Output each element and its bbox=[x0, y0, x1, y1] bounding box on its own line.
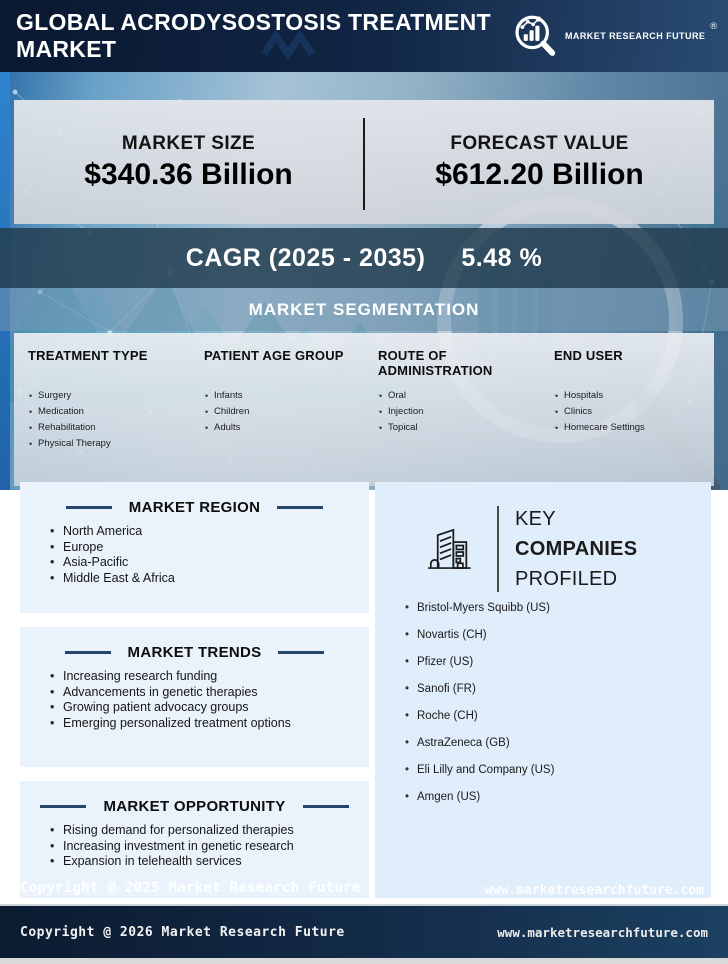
market-size-value: $340.36 Billion bbox=[84, 157, 293, 191]
section-title: MARKET OPPORTUNITY bbox=[103, 798, 286, 815]
region-list bbox=[20, 524, 369, 586]
list-item: • Eli Lilly and Company (US) bbox=[405, 764, 711, 776]
watermark-copyright: Copyright @ 2025 Market Research Future bbox=[20, 880, 361, 896]
segmentation-title: MARKET SEGMENTATION bbox=[0, 288, 728, 331]
list-item: • Children bbox=[204, 404, 368, 420]
list-item: • Expansion in telehealth services bbox=[50, 854, 369, 870]
list-item: • Rising demand for personalized therapies bbox=[50, 823, 369, 839]
opportunity-list bbox=[20, 823, 369, 870]
page-title: GLOBAL ACRODYSOSTOSIS TREATMENT MARKET bbox=[16, 9, 491, 62]
cagr-value: 5.48 % bbox=[461, 243, 543, 272]
forecast-value: $612.20 Billion bbox=[435, 157, 644, 191]
segment-title: PATIENT AGE GROUP bbox=[204, 348, 344, 363]
companies-title-line: COMPANIES bbox=[515, 538, 638, 560]
trends-list bbox=[20, 669, 369, 731]
heading-dash bbox=[278, 651, 324, 654]
list-item: • Advancements in genetic therapies bbox=[50, 685, 369, 701]
list-item: • Injection bbox=[378, 404, 544, 420]
card-heading bbox=[20, 627, 369, 661]
segment-title: END USER bbox=[554, 348, 623, 363]
cagr-band bbox=[0, 228, 728, 288]
footer-website: www.marketresearchfuture.com bbox=[497, 924, 708, 940]
segmentation-panel bbox=[14, 333, 714, 486]
brand-name: MARKET RESEARCH FUTURE bbox=[564, 31, 706, 41]
list-item: • Pfizer (US) bbox=[405, 656, 711, 668]
footer bbox=[0, 904, 728, 958]
list-item: • Infants bbox=[204, 388, 368, 404]
list-item: • Medication bbox=[28, 404, 194, 420]
list-item: • Europe bbox=[50, 540, 369, 556]
list-item: • Growing patient advocacy groups bbox=[50, 700, 369, 716]
segment-list bbox=[378, 388, 544, 436]
list-item: • Surgery bbox=[28, 388, 194, 404]
segment-list bbox=[554, 388, 704, 436]
segment-patient-age-group bbox=[204, 348, 378, 486]
list-item: • Emerging personalized treatment options bbox=[50, 716, 369, 732]
heading-dash bbox=[277, 506, 323, 509]
segment-list bbox=[28, 388, 194, 452]
list-item: • Increasing research funding bbox=[50, 669, 369, 685]
segment-treatment-type bbox=[28, 348, 204, 486]
vertical-divider bbox=[497, 506, 499, 592]
market-region-card bbox=[20, 482, 369, 613]
segment-title: ROUTE OF ADMINISTRATION bbox=[378, 348, 493, 378]
segment-end-user bbox=[554, 348, 714, 486]
building-icon bbox=[423, 522, 475, 576]
list-item: • Roche (CH) bbox=[405, 710, 711, 722]
heading-dash bbox=[40, 805, 86, 808]
list-item: • Topical bbox=[378, 420, 544, 436]
companies-title-line: KEY bbox=[515, 508, 556, 530]
companies-list bbox=[375, 602, 711, 803]
list-item: • Increasing investment in genetic research bbox=[50, 839, 369, 855]
section-title: MARKET TRENDS bbox=[127, 644, 262, 661]
list-item: • Adults bbox=[204, 420, 368, 436]
section-title: MARKET REGION bbox=[128, 499, 261, 516]
header bbox=[0, 0, 728, 72]
market-size-block bbox=[14, 100, 363, 224]
list-item: • Sanofi (FR) bbox=[405, 683, 711, 695]
card-heading bbox=[20, 781, 369, 815]
companies-title bbox=[515, 504, 637, 594]
cagr-label: CAGR (2025 - 2035) bbox=[185, 243, 426, 272]
list-item: • Amgen (US) bbox=[405, 791, 711, 803]
segment-list bbox=[204, 388, 368, 436]
brand-logo bbox=[509, 11, 718, 61]
forecast-value-block bbox=[365, 100, 714, 224]
market-size-panel bbox=[14, 100, 714, 224]
list-item: • Hospitals bbox=[554, 388, 704, 404]
list-item: • Novartis (CH) bbox=[405, 629, 711, 641]
list-item: • Rehabilitation bbox=[28, 420, 194, 436]
list-item: • Homecare Settings bbox=[554, 420, 704, 436]
footer-copyright: Copyright @ 2026 Market Research Future bbox=[20, 924, 345, 940]
list-item: • North America bbox=[50, 524, 369, 540]
list-item: • Middle East & Africa bbox=[50, 571, 369, 587]
list-item: • AstraZeneca (GB) bbox=[405, 737, 711, 749]
list-item: • Oral bbox=[378, 388, 544, 404]
key-companies-card bbox=[375, 482, 711, 898]
companies-title-line: PROFILED bbox=[515, 568, 618, 590]
magnifier-chart-icon bbox=[509, 11, 559, 61]
registered-trademark: ® bbox=[710, 21, 717, 31]
card-heading bbox=[20, 482, 369, 516]
list-item: • Bristol-Myers Squibb (US) bbox=[405, 602, 711, 614]
companies-header bbox=[375, 482, 711, 594]
hero-section bbox=[0, 72, 728, 490]
heading-dash bbox=[66, 506, 112, 509]
market-trends-card bbox=[20, 627, 369, 767]
heading-dash bbox=[65, 651, 111, 654]
watermark-website: www.marketresearchfuture.com bbox=[484, 883, 704, 898]
segment-title: TREATMENT TYPE bbox=[28, 348, 148, 363]
bottom-edge-strip bbox=[0, 958, 728, 964]
list-item: • Physical Therapy bbox=[28, 436, 194, 452]
market-size-label: MARKET SIZE bbox=[121, 132, 256, 154]
segment-route-of-administration bbox=[378, 348, 554, 486]
list-item: • Asia-Pacific bbox=[50, 555, 369, 571]
forecast-value-label: FORECAST VALUE bbox=[450, 132, 629, 154]
heading-dash bbox=[303, 805, 349, 808]
list-item: • Clinics bbox=[554, 404, 704, 420]
